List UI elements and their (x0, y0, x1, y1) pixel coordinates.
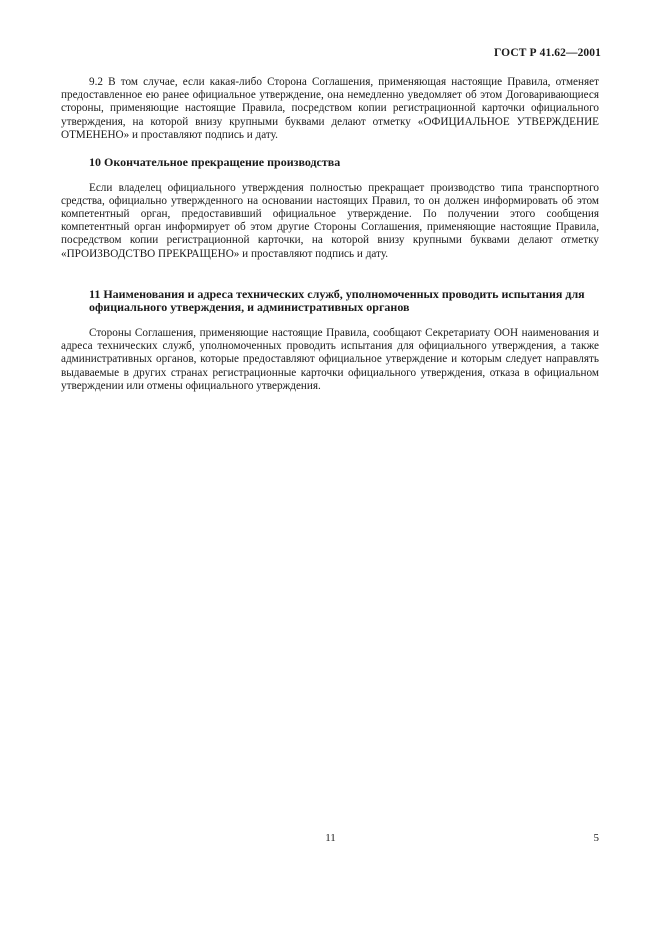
section-11-heading: 11 Наименования и адреса технических служб, уполномоченных проводить испытания для официального утверждения, и административных органов (89, 286, 585, 315)
section-10-heading: 10 Окончательное прекращение производства (89, 155, 341, 170)
paragraph-11: Стороны Соглашения, применяющие настоящие Правила, сообщают Секретариату ООН наименования и адреса технических служб, уполномоченных проводить испытания для официального утверждения, а также административных органов, которые предоставляют официальное утверждение и которым следует направлять выдаваемые в других странах регистрационные карточки официального утверждения, отказа в официальном утверждении или отмены официального утверждения. (61, 327, 599, 392)
page-content (61, 76, 599, 393)
standard-header: ГОСТ Р 41.62—2001 (494, 47, 601, 59)
paragraph-10: Если владелец официального утверждения полностью прекращает производство типа транспортного средства, официально утвержденного на основании настоящих Правил, то он должен информировать об этом компетентный орган, предоставивший официальное утверждение. По получении этого сообщения компетентный орган информирует об этом другие Стороны Соглашения, применяющие настоящие Правила, посредством копии регистрационной карточки, на которой внизу крупными буквами делают отметку «ПРОИЗВОДСТВО ПРЕКРАЩЕНО» и проставляют подпись и дату. (61, 181, 599, 260)
paragraph-9-2: 9.2 В том случае, если какая-либо Сторона Соглашения, применяющая настоящие Правила, отменяет предоставленное ею ранее официальное утверждение, она немедленно уведомляет об этом Договаривающиеся стороны, применяющие настоящие Правила, посредством копии регистрационной карточки официального утверждения, на которой внизу крупными буквами делают отметку «ОФИЦИАЛЬНОЕ УТВЕРЖДЕНИЕ ОТМЕНЕНО» и проставляют подпись и дату. (61, 76, 599, 141)
document-page-number: 11 (325, 832, 336, 844)
page-number: 5 (593, 832, 599, 844)
